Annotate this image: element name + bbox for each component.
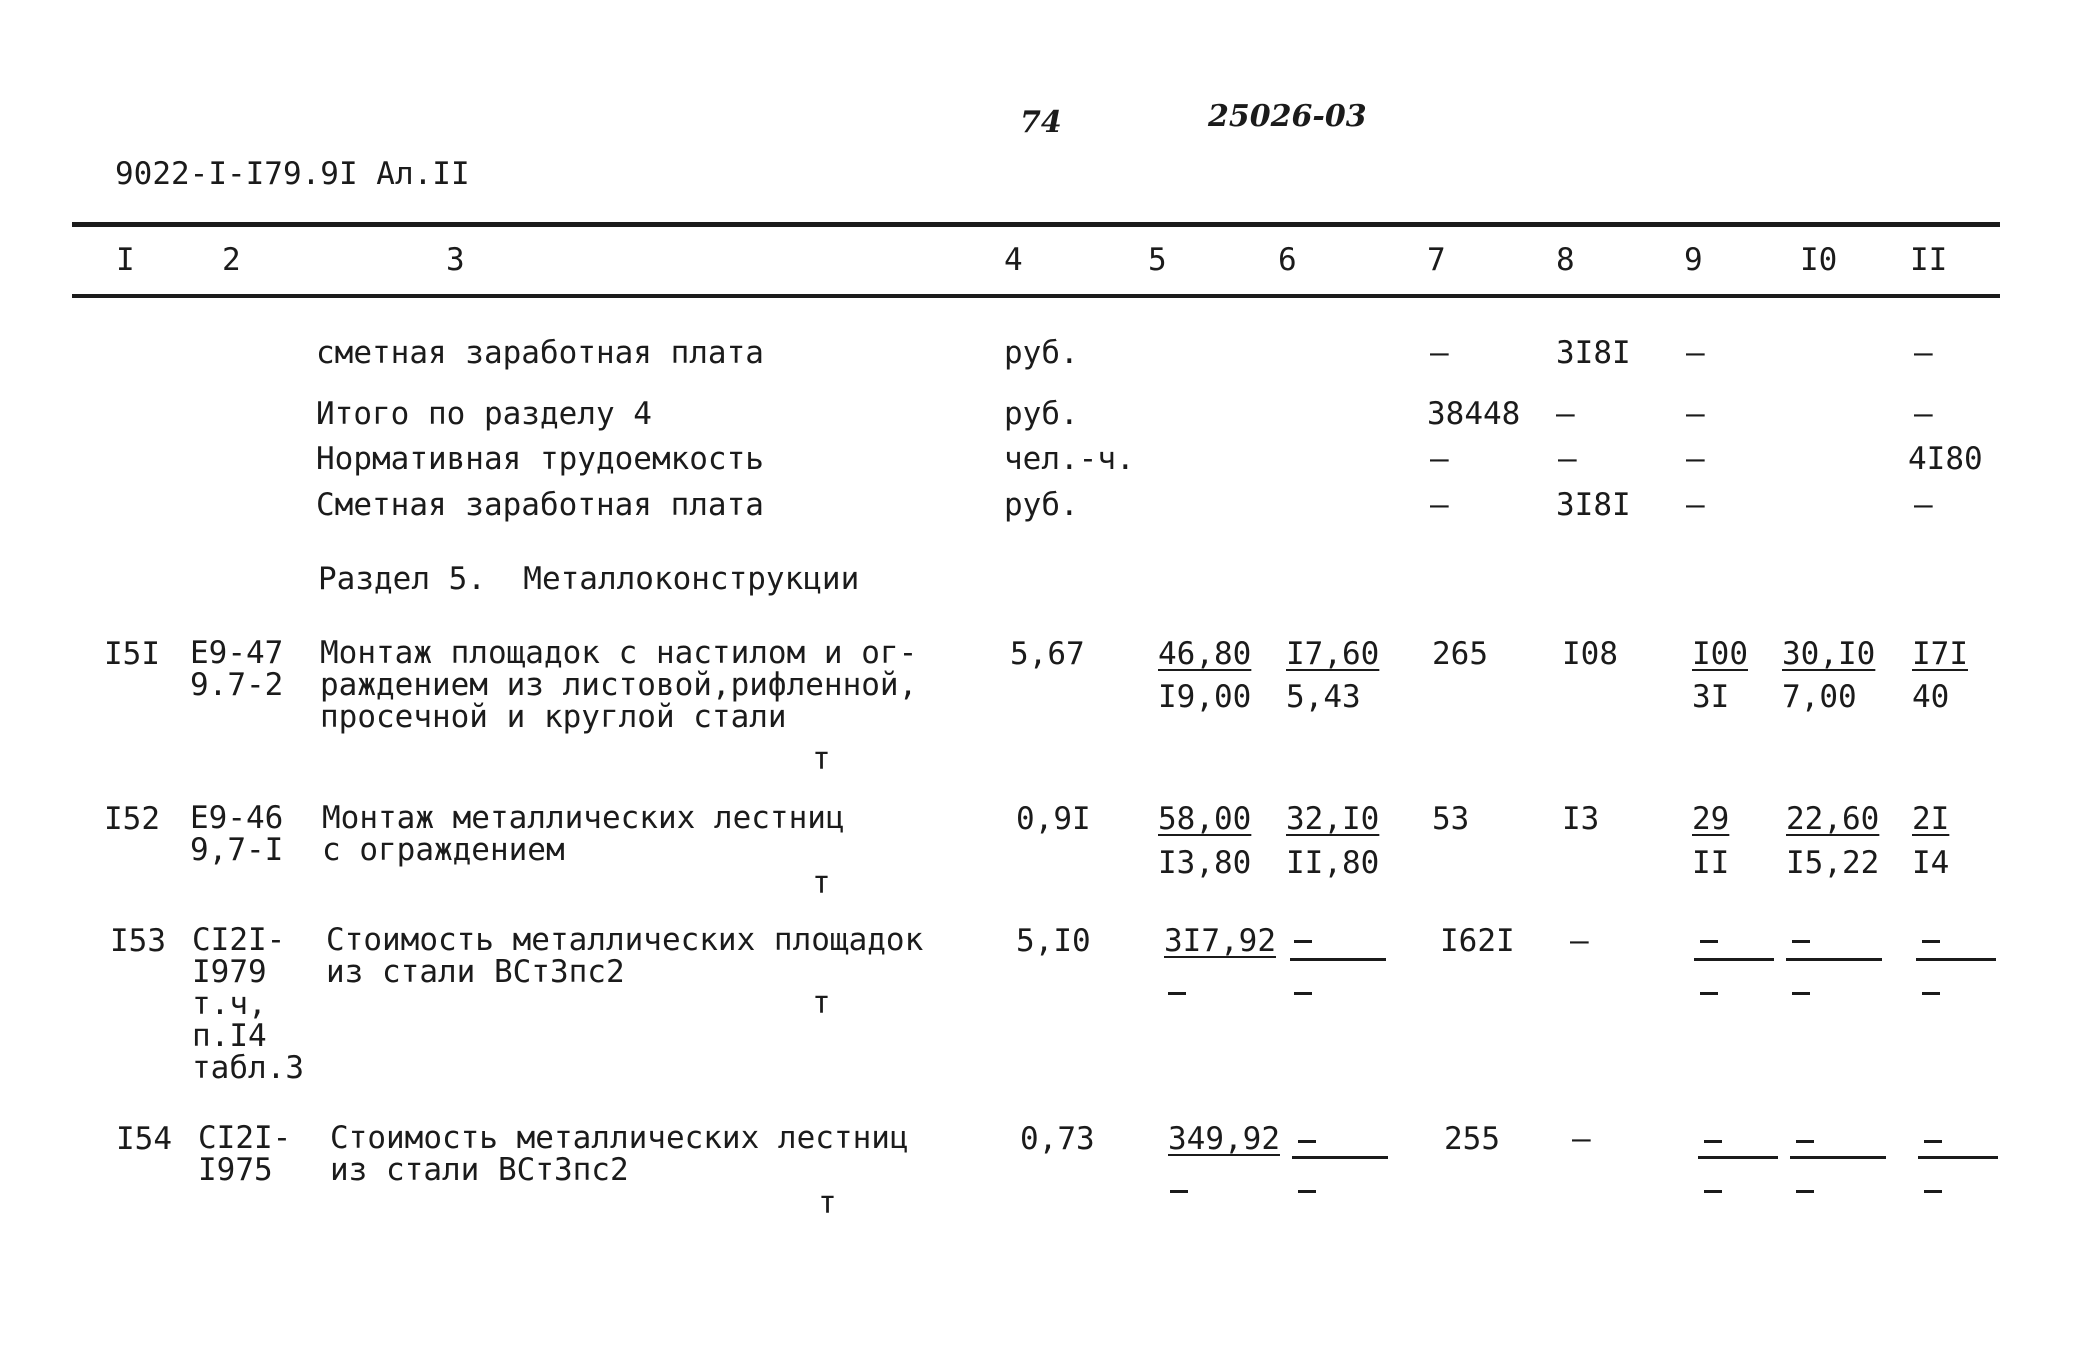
item-col9-top-dash — [1704, 1140, 1722, 1143]
col-header-6: 6 — [1278, 242, 1297, 278]
item-col5-top: 349,92 — [1168, 1121, 1280, 1157]
col-header-7: 7 — [1427, 242, 1446, 278]
col-header-2: 2 — [222, 242, 241, 278]
col-header-10: I0 — [1800, 242, 1838, 278]
project-ref: 9022-I-I79.9I Ал.II — [115, 156, 470, 192]
item-col9-bottom: 3I — [1692, 679, 1730, 715]
item-col10-top: 22,60 — [1786, 801, 1880, 837]
item-col11-bottom-dash — [1924, 1190, 1942, 1193]
item-col10-bottom: 7,00 — [1782, 679, 1857, 715]
item-measure: т — [812, 741, 831, 777]
row-col11: – — [1914, 487, 1933, 523]
row-name: Нормативная трудоемкость — [316, 441, 764, 477]
row-name: Итого по разделу 4 — [316, 396, 652, 432]
item-col6-top: 32,I0 — [1286, 801, 1380, 837]
section-title: Раздел 5. Металлоконструкции — [318, 561, 860, 597]
item-col6-top: I7,60 — [1286, 636, 1380, 672]
item-col10-bottom-dash — [1792, 992, 1810, 995]
row-name: Сметная заработная плата — [316, 487, 764, 523]
item-col7: 255 — [1444, 1121, 1500, 1157]
item-col5-top: 58,00 — [1158, 801, 1252, 837]
item-col8: – — [1572, 1121, 1591, 1157]
item-col7: I62I — [1440, 923, 1515, 959]
table-top-rule — [72, 222, 2000, 227]
row-col7: – — [1430, 441, 1449, 477]
item-number: I52 — [104, 801, 160, 837]
item-col9-top: I00 — [1692, 636, 1748, 672]
item-code: Е9-47 9.7-2 — [190, 635, 284, 703]
item-col10-underline — [1790, 1156, 1886, 1159]
item-col5-bottom-dash — [1170, 1190, 1188, 1193]
row-unit: руб. — [1004, 487, 1079, 523]
item-quantity: 5,I0 — [1016, 923, 1091, 959]
item-col10-underline — [1786, 958, 1882, 961]
col-header-8: 8 — [1556, 242, 1575, 278]
item-col9-underline — [1698, 1156, 1778, 1159]
item-col6-underline — [1290, 958, 1386, 961]
item-col8: – — [1570, 923, 1589, 959]
row-col8: – — [1556, 396, 1575, 432]
item-quantity: 5,67 — [1010, 636, 1085, 672]
col-header-3: 3 — [446, 242, 465, 278]
item-col6-bottom: 5,43 — [1286, 679, 1361, 715]
item-col5-bottom: I3,80 — [1158, 845, 1252, 881]
col-header-4: 4 — [1004, 242, 1023, 278]
col-header-11: II — [1910, 242, 1948, 278]
item-col6-top-dash — [1294, 940, 1312, 943]
item-col9-bottom-dash — [1700, 992, 1718, 995]
item-col11-underline — [1916, 958, 1996, 961]
item-number: I53 — [110, 923, 166, 959]
item-col6-bottom-dash — [1298, 1190, 1316, 1193]
item-col6-top-dash — [1298, 1140, 1316, 1143]
row-col8: 3I8I — [1556, 487, 1631, 523]
page-number: 74 — [1020, 105, 1062, 140]
row-unit: руб. — [1004, 335, 1079, 371]
item-measure: т — [818, 1185, 837, 1221]
item-col11-top-dash — [1922, 940, 1940, 943]
row-col11: – — [1914, 396, 1933, 432]
item-col9-top-dash — [1700, 940, 1718, 943]
row-col11: 4I80 — [1908, 441, 1983, 477]
item-col11-bottom: I4 — [1912, 845, 1950, 881]
item-col10-top: 30,I0 — [1782, 636, 1876, 672]
item-measure: т — [812, 985, 831, 1021]
item-description: Монтаж металлических лестниц с ограждением — [322, 800, 845, 868]
item-col10-top-dash — [1792, 940, 1810, 943]
item-description: Стоимость металлических площадок из стали ВСт3пс2 — [326, 922, 924, 990]
table-header-rule — [72, 294, 2000, 298]
row-col9: – — [1686, 487, 1705, 523]
item-col11-bottom-dash — [1922, 992, 1940, 995]
row-name: сметная заработная плата — [316, 335, 764, 371]
item-description: Монтаж площадок с настилом и ог- раждением из листовой,рифленной, просечной и круглой стали — [320, 635, 918, 735]
item-col10-bottom-dash — [1796, 1190, 1814, 1193]
document-code: 25026-03 — [1208, 99, 1367, 134]
item-col8: I3 — [1562, 801, 1600, 837]
col-header-1: I — [116, 242, 135, 278]
item-col7: 265 — [1432, 636, 1488, 672]
col-header-5: 5 — [1148, 242, 1167, 278]
item-measure: т — [812, 865, 831, 901]
item-col9-bottom-dash — [1704, 1190, 1722, 1193]
item-code: СI2I- I975 — [198, 1120, 292, 1188]
item-col10-top-dash — [1796, 1140, 1814, 1143]
row-col9: – — [1686, 396, 1705, 432]
item-code: СI2I- I979 т.ч, п.I4 табл.3 — [192, 922, 304, 1086]
item-col5-top: 3I7,92 — [1164, 923, 1276, 959]
row-col9: – — [1686, 441, 1705, 477]
item-quantity: 0,73 — [1020, 1121, 1095, 1157]
item-number: I5I — [104, 636, 160, 672]
row-col7: – — [1430, 487, 1449, 523]
item-col6-bottom-dash — [1294, 992, 1312, 995]
item-code: Е9-46 9,7-I — [190, 800, 284, 868]
item-col6-bottom: II,80 — [1286, 845, 1380, 881]
row-col8: 3I8I — [1556, 335, 1631, 371]
row-col11: – — [1914, 335, 1933, 371]
item-number: I54 — [116, 1121, 172, 1157]
item-col5-top: 46,80 — [1158, 636, 1252, 672]
item-col10-bottom: I5,22 — [1786, 845, 1880, 881]
item-col11-underline — [1918, 1156, 1998, 1159]
item-col11-top-dash — [1924, 1140, 1942, 1143]
col-header-9: 9 — [1684, 242, 1703, 278]
item-col9-underline — [1694, 958, 1774, 961]
item-col11-bottom: 40 — [1912, 679, 1950, 715]
item-col9-bottom: II — [1692, 845, 1730, 881]
item-description: Стоимость металлических лестниц из стали ВСт3пс2 — [330, 1120, 909, 1188]
item-col5-bottom-dash — [1168, 992, 1186, 995]
row-unit: чел.-ч. — [1004, 441, 1135, 477]
row-col8: – — [1558, 441, 1577, 477]
row-col9: – — [1686, 335, 1705, 371]
item-col9-top: 29 — [1692, 801, 1730, 837]
item-quantity: 0,9I — [1016, 801, 1091, 837]
item-col5-bottom: I9,00 — [1158, 679, 1252, 715]
item-col8: I08 — [1562, 636, 1618, 672]
row-col7: – — [1430, 335, 1449, 371]
item-col6-underline — [1292, 1156, 1388, 1159]
row-col7: 38448 — [1427, 396, 1521, 432]
item-col11-top: I7I — [1912, 636, 1968, 672]
item-col11-top: 2I — [1912, 801, 1950, 837]
item-col7: 53 — [1432, 801, 1470, 837]
row-unit: руб. — [1004, 396, 1079, 432]
